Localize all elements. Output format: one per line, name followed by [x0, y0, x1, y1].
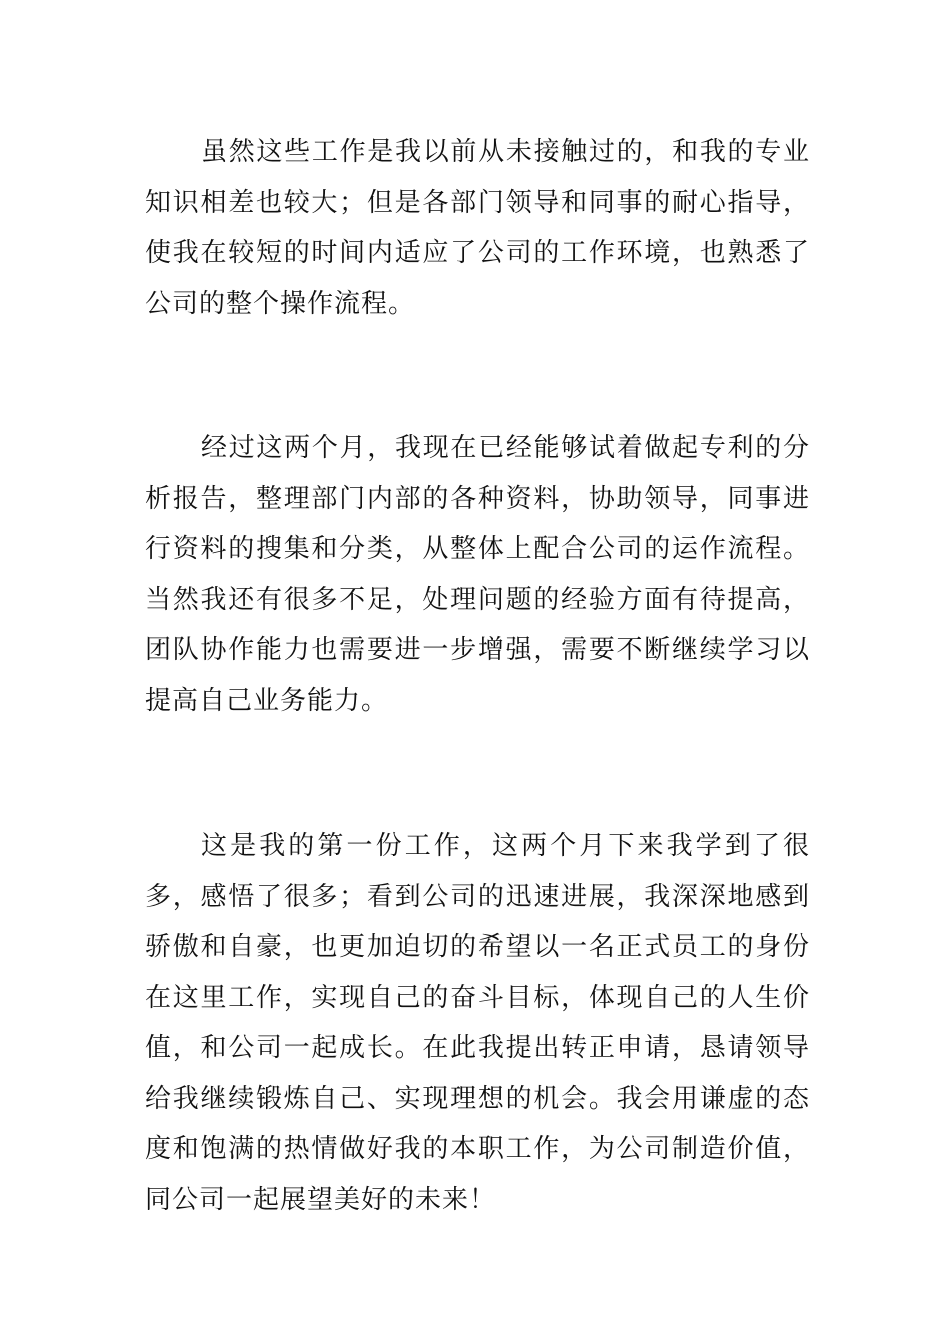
paragraph-2: 经过这两个月，我现在已经能够试着做起专利的分析报告，整理部门内部的各种资料，协助领导，同事进行资料的搜集和分类，从整体上配合公司的运作流程。当然我还有很多不足，处理问题的经验方面有待提高，团队协作能力也需要进一步增强，需要不断继续学习以提高自己业务能力。 — [145, 433, 810, 716]
paragraph-1: 虽然这些工作是我以前从未接触过的，和我的专业知识相差也较大；但是各部门领导和同事的耐心指导，使我在较短的时间内适应了公司的工作环境，也熟悉了公司的整个操作流程。 — [145, 137, 810, 319]
paragraph-3: 这是我的第一份工作，这两个月下来我学到了很多，感悟了很多；看到公司的迅速进展，我深深地感到骄傲和自豪，也更加迫切的希望以一名正式员工的身份在这里工作，实现自己的奋斗目标，体现自己的人生价值，和公司一起成长。在此我提出转正申请，恳请领导给我继续锻炼自己、实现理想的机会。我会用谦虚的态度和饱满的热情做好我的本职工作，为公司制造价值，同公司一起展望美好的未来！ — [145, 831, 810, 1215]
